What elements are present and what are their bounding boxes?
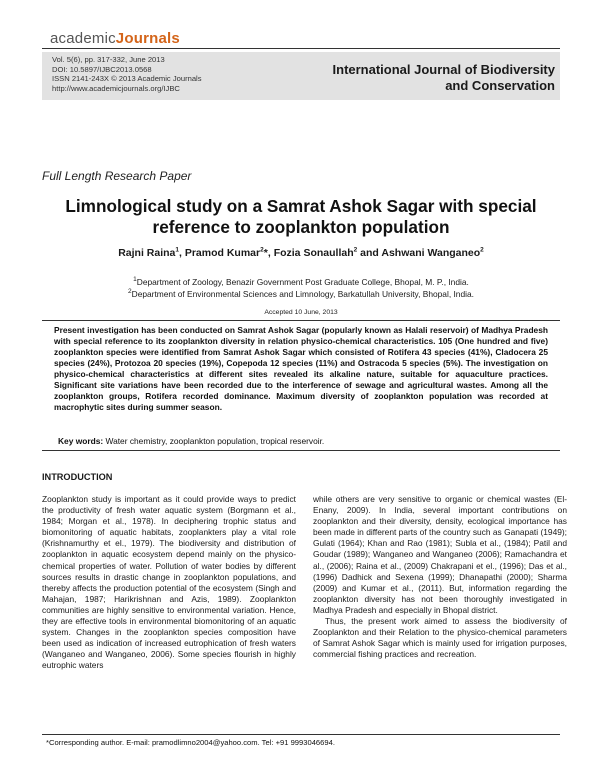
abstract: Present investigation has been conducted on Samrat Ashok Sagar (popularly known as Halali reservoir) of Madhya Pradesh with special reference to its zooplankton diversity in relation physico-chemical characteristics. 105 (One hundred and five) zooplankton species were identified from Samrat Ashok Sagar which consisted of Rotifera 43 species (41%), Cladocera 25 species (24%), Protozoa 20 species (19%), Copepoda 12 species (11%) and Ostracoda 5 species (5%). The investigation on physico-chemical characteristics at different sites revealed its alkaline nature, suitable for aquaculture practices. Significant site variations have been recorded due to the interference of sewage and agricultural wastes. Among all the zooplankton groups, Rotifera recorded dominance. Maximum diversity of zooplankton population was recorded at macrophytic sites during summer season. (54, 325, 548, 412)
corresponding-author-footnote: *Corresponding author. E-mail: pramodlimno2004@yahoo.com. Tel: +91 9993046694. (46, 738, 335, 747)
journal-title: International Journal of Biodiversity and Conservation (332, 62, 555, 93)
keywords (58, 436, 324, 446)
author-name: Rajni Raina (118, 247, 176, 259)
keywords-text: Water chemistry, zooplankton population, tropical reservoir. (105, 436, 325, 446)
section-heading-introduction: INTRODUCTION (42, 472, 113, 482)
intro-paragraph-3: Thus, the present work aimed to assess the biodiversity of Zooplankton and their Relation to the physico-chemical parameters of Samrat Ashok Sagar which is mainly used for irrigation purposes, commercial fishing practices and recreation. (313, 616, 567, 660)
logo-text-academic: academic (50, 30, 116, 47)
accepted-date: Accepted 10 June, 2013 (264, 309, 338, 316)
affiliation-2: $^2$Department of Environmental Sciences and Limnology, Barkatullah University, Bhopal, India. (128, 288, 474, 299)
affiliations (42, 276, 560, 300)
author-name: Pramod Kumar (184, 247, 261, 259)
left-column (42, 494, 296, 672)
paper-title: Limnological study on a Samrat Ashok Sagar with special reference to zooplankton population (65, 196, 537, 237)
keywords-label: Key words: (58, 436, 104, 446)
author-list: Rajni Raina$^1$, Pramod Kumar$^2$*, Fozia Sonaullah$^2$ and Ashwani Wanganeo$^2$ (118, 246, 484, 259)
issn-line: ISSN 2141-243X © 2013 Academic Journals (52, 74, 202, 83)
abstract-top-rule (42, 320, 560, 321)
affiliation-1: $^1$Department of Zoology, Benazir Government Post Graduate College, Bhopal, M. P., India. (133, 276, 469, 287)
author-name: Ashwani Wanganeo (381, 247, 481, 259)
abstract-bottom-rule (42, 450, 560, 451)
journal-meta (52, 55, 202, 93)
paper-type: Full Length Research Paper (42, 169, 192, 183)
corresponding-author-mark: * (263, 247, 268, 259)
intro-paragraph-2: while others are very sensitive to organic or chemical wastes (El-Enany, 2009). In India, several important contributions on zooplankton and their diversity, density, ecological importance has been made in different parts of the country such as Ganapati (1949); Gulati (1964); Khan and Rao (1981); Subla et al., (1984); Patil and Goudar (1989); Wanganeo and Wanganeo (2006); Ramachandra et al., (2006); Raina et al., (2009) Chakrapani et el., (1996); Das et al., (1996) Dadhick and Sexena (1999); Dhanapathi (2000); Sharma (2009) and Kumar et al., (2011). But, information regarding the zooplankton diversity has not been thoroughly investigated in Madhya Pradesh and especially in Bhopal district. (313, 494, 567, 615)
author-name: Fozia Sonaullah (273, 247, 354, 259)
footnote-rule (42, 734, 560, 735)
journal-url[interactable]: http://www.academicjournals.org/IJBC (52, 83, 180, 93)
doi-line: DOI: 10.5897/IJBC2013.0568 (52, 64, 152, 74)
logo-text-journals: Journals (115, 30, 180, 47)
publisher-logo (50, 30, 180, 47)
header-divider (42, 48, 560, 49)
volume-line: Vol. 5(6), pp. 317-332, June 2013 (52, 55, 165, 64)
right-column (313, 494, 567, 660)
intro-paragraph-1: Zooplankton study is important as it could provide ways to predict the productivity of fresh water aquatic system (Borgmann et al., 1984; Morgan et al., 1978). In deciphering trophic status and biomonitoring of aquatic habitats, zooplankters play a vital role (Krishnamurthy et el., 1979). The biodiversity and distribution of zooplankton in aquatic ecosystem depend mainly on the physico-chemical properties of water. Pollution of water bodies by different sources results in drastic change in zooplankton populations, and thereby affects the production potential of the ecosystem (Singh and Mahajan, 1987; Harikrishnan and Azis, 1989). Zooplankton communities are highly sensitive to environmental variation. Hence, they are effective tools in environmental biomonitoring of an aquatic system. Changes in the zooplankton species composition have been used as indication of increased eutrophication of fresh waters (Wanganeo and Wanganeo, 2006). Some species flourish in highly eutrophic waters (42, 494, 296, 671)
